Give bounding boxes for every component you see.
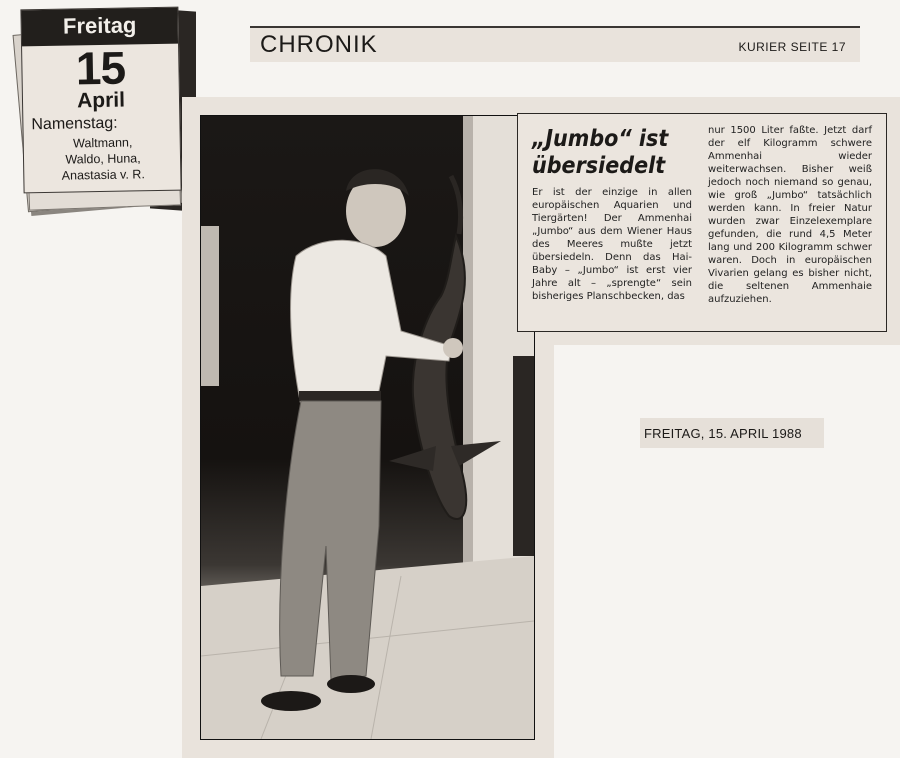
headline-line: übersiedelt [532, 153, 666, 179]
bystander-left [201, 226, 219, 386]
date-stamp-clipping [640, 418, 824, 448]
shark-tail [451, 176, 461, 234]
namenstag-name: Waldo, Huna, [65, 151, 141, 167]
bystander-right [513, 356, 534, 556]
calendar-month: April [76, 88, 126, 113]
man-belt [299, 391, 381, 401]
article-text-box [517, 113, 887, 332]
man-jeans [280, 401, 381, 681]
page-reference: KURIER SEITE 17 [738, 40, 846, 54]
shark-fin [389, 446, 436, 471]
man-hand [443, 338, 463, 358]
section-title: CHRONIK [260, 31, 378, 58]
calendar-weekday: Freitag [21, 8, 178, 47]
calendar-page-front [20, 7, 181, 194]
date-stamp: FREITAG, 15. APRIL 1988 [644, 426, 802, 441]
section-header-strip [250, 26, 860, 62]
photo-illustration [201, 116, 534, 739]
namenstag-name: Anastasia v. R. [61, 167, 145, 183]
article-column-1: Er ist der einzige in allen europäischen Aquarien und Tiergärten! Der Ammenhai „Jumbo“ aus dem Wiener Haus des Meeres mußte jetzt übersiedeln. Denn das Hai-Baby – „Jumbo“ ist erst vier Jahre alt – „sprengte“ sein bisheriges Planschbecken, das [532, 187, 692, 302]
article-column-2: nur 1500 Liter faßte. Jetzt darf der elf Kilogramm schwere Ammenhai wieder weiterwachsen. Bisher weiß jedoch noch niemand so genau, wie groß „Jumbo“ tatsächlich werden kann. In freier Natur wurden zwar Einzelexemplare gefunden, die rund 4,5 Meter lang und 200 Kilogramm schwer waren. Doch in europäischen Vivarien gelang es bisher nicht, die seltenen Ammenhaie aufzuziehen. [708, 125, 872, 305]
article-photo [200, 115, 535, 740]
headline-line: „Jumbo“ ist [532, 126, 669, 152]
namenstag-names [30, 134, 177, 185]
article-headline [532, 126, 685, 180]
man-shoe [327, 675, 375, 693]
door-frame [463, 116, 473, 636]
man-shoe [261, 691, 321, 711]
calendar-day: 15 [75, 41, 126, 95]
shark-body [413, 236, 466, 519]
namenstag-label: Namenstag: [31, 114, 118, 134]
namenstag-name: Waltmann, [72, 135, 133, 151]
